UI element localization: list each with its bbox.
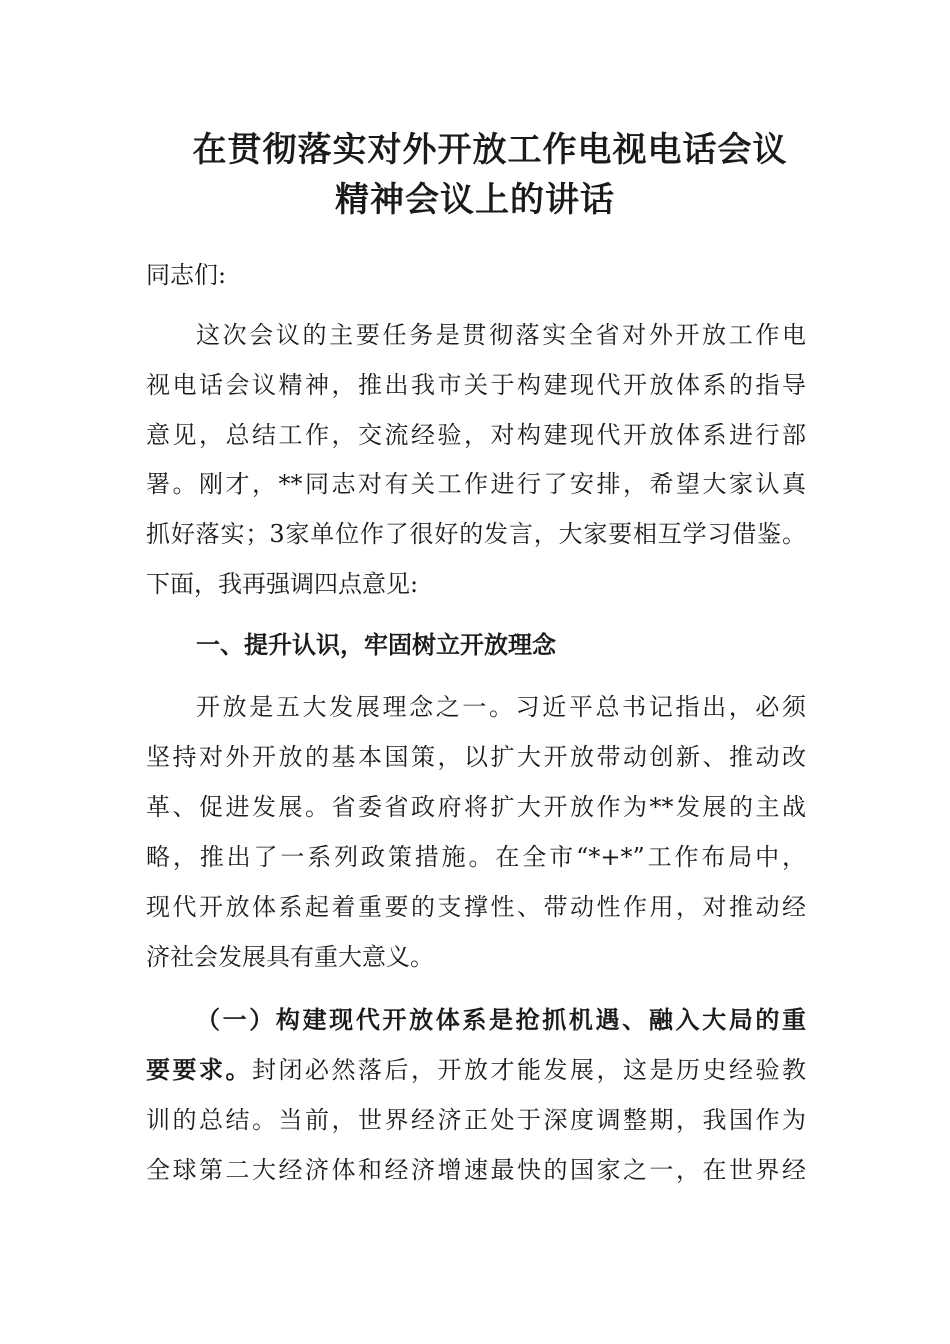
paragraph-line: 济社会发展具有重大意义。 [146, 943, 434, 971]
paragraph-text: 封闭必然落后，开放才能发展，这是历史经验教 [252, 1056, 806, 1084]
document-title-line-2: 精神会议上的讲话 [335, 180, 615, 220]
paragraph-line: 署。刚才，**同志对有关工作进行了安排，希望大家认真 [146, 470, 806, 498]
subsection-heading: （一）构建现代开放体系是抢抓机遇、融入大局的重 [196, 1005, 806, 1034]
paragraph-line: 意见，总结工作，交流经验，对构建现代开放体系进行部 [146, 421, 806, 449]
paragraph-line: 开放是五大发展理念之一。习近平总书记指出，必须 [196, 693, 806, 721]
subsection-heading-end: 要要求。 [146, 1055, 252, 1084]
paragraph-line: 下面，我再强调四点意见: [146, 570, 419, 598]
paragraph-line: 全球第二大经济体和经济增速最快的国家之一，在世界经 [146, 1156, 806, 1184]
paragraph-line: 这次会议的主要任务是贯彻落实全省对外开放工作电 [196, 321, 806, 349]
salutation: 同志们: [146, 261, 227, 289]
paragraph-line: 训的总结。当前，世界经济正处于深度调整期，我国作为 [146, 1106, 806, 1134]
paragraph-line: 略，推出了一系列政策措施。在全市“*+*”工作布局中， [146, 843, 806, 871]
paragraph-line [146, 1055, 806, 1085]
paragraph-line: 革、促进发展。省委省政府将扩大开放作为**发展的主战 [146, 793, 806, 821]
paragraph-line: 视电话会议精神，推出我市关于构建现代开放体系的指导 [146, 371, 806, 399]
paragraph-line: 抓好落实；3家单位作了很好的发言，大家要相互学习借鉴。 [146, 520, 806, 548]
section-heading: 一、提升认识，牢固树立开放理念 [196, 630, 556, 659]
paragraph-line: 现代开放体系起着重要的支撑性、带动性作用，对推动经 [146, 893, 806, 921]
document-title-line-1: 在贯彻落实对外开放工作电视电话会议 [192, 130, 788, 170]
paragraph-line: 坚持对外开放的基本国策，以扩大开放带动创新、推动改 [146, 743, 806, 771]
